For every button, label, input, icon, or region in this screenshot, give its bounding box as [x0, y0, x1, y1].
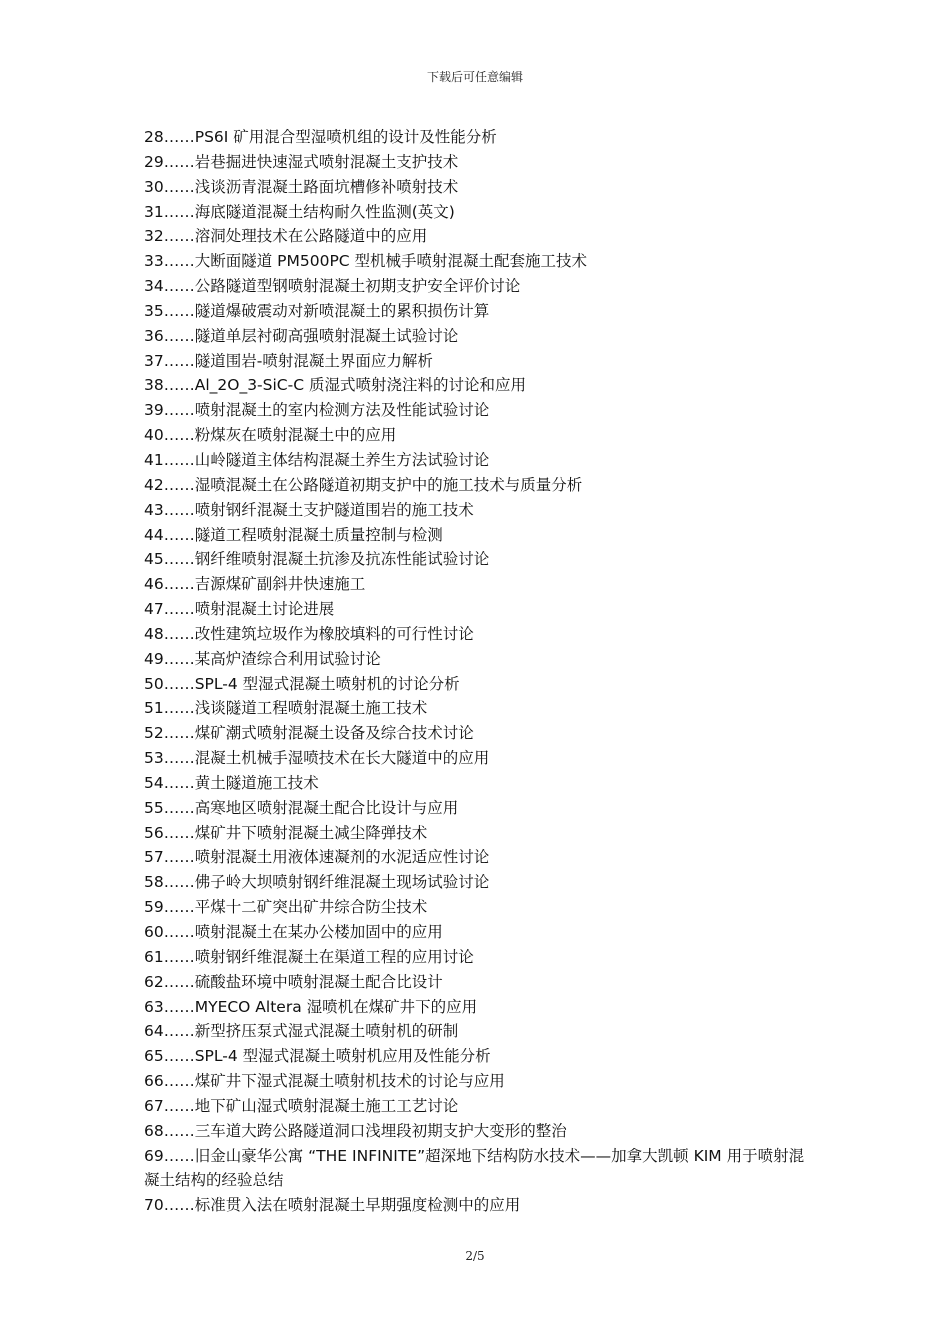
list-item: 45……钢纤维喷射混凝土抗渗及抗冻性能试验讨论: [144, 550, 490, 569]
list-item: 57……喷射混凝土用液体速凝剂的水泥适应性讨论: [144, 848, 490, 867]
list-item: 37……隧道围岩-喷射混凝土界面应力解析: [144, 351, 433, 370]
list-item: 61……喷射钢纤维混凝土在渠道工程的应用讨论: [144, 947, 474, 966]
list-item: 33……大断面隧道 PM500PC 型机械手喷射混凝土配套施工技术: [144, 252, 588, 271]
list-item: 56……煤矿井下喷射混凝土减尘降弹技术: [144, 823, 428, 842]
list-item: 39……喷射混凝土的室内检测方法及性能试验讨论: [144, 401, 490, 420]
list-item: 32……溶洞处理技术在公路隧道中的应用: [144, 227, 428, 246]
reference-list: [144, 125, 814, 1218]
list-item: 53……混凝土机械手湿喷技术在长大隧道中的应用: [144, 749, 490, 768]
list-item: 63……MYECO Altera 湿喷机在煤矿井下的应用: [144, 997, 478, 1016]
list-item: 59……平煤十二矿突出矿井综合防尘技术: [144, 898, 428, 917]
list-item: 67……地下矿山湿式喷射混凝土施工工艺讨论: [144, 1096, 459, 1115]
list-item: 36……隧道单层衬砌高强喷射混凝土试验讨论: [144, 326, 459, 345]
list-item: 40……粉煤灰在喷射混凝土中的应用: [144, 426, 397, 445]
list-item: 30……浅谈沥青混凝土路面坑槽修补喷射技术: [144, 177, 459, 196]
list-item: 58……佛子岭大坝喷射钢纤维混凝土现场试验讨论: [144, 873, 490, 892]
list-item: 28……PS6I 矿用混合型湿喷机组的设计及性能分析: [144, 128, 497, 146]
list-item: 60……喷射混凝土在某办公楼加固中的应用: [144, 923, 443, 941]
list-item: 62……硫酸盐环境中喷射混凝土配合比设计: [144, 972, 443, 991]
list-item: 55……高寒地区喷射混凝土配合比设计与应用: [144, 798, 459, 817]
list-item: 64……新型挤压泵式湿式混凝土喷射机的研制: [144, 1022, 459, 1041]
list-item: 42……湿喷混凝土在公路隧道初期支护中的施工技术与质量分析: [144, 475, 583, 494]
list-item: 29……岩巷掘进快速湿式喷射混凝土支护技术: [144, 152, 459, 171]
list-item: 70……标准贯入法在喷射混凝土早期强度检测中的应用: [144, 1196, 521, 1215]
list-item: 47……喷射混凝土讨论进展: [144, 600, 335, 619]
list-item: 46……吉源煤矿副斜井快速施工: [144, 575, 366, 594]
list-item: 34……公路隧道型钢喷射混凝土初期支护安全评价讨论: [144, 277, 521, 296]
list-item: 38……Al_2O_3-SiC-C 质湿式喷射浇注料的讨论和应用: [144, 376, 526, 395]
list-item: 68……三车道大跨公路隧道洞口浅埋段初期支护大变形的整治: [144, 1121, 567, 1140]
list-item: 35……隧道爆破震动对新喷混凝土的累积损伤计算: [144, 301, 490, 320]
list-item: 41……山岭隧道主体结构混凝土养生方法试验讨论: [144, 450, 490, 469]
list-item: 66……煤矿井下湿式混凝土喷射机技术的讨论与应用: [144, 1072, 505, 1091]
list-item: 43……喷射钢纤混凝土支护隧道围岩的施工技术: [144, 500, 474, 519]
list-item: 50……SPL-4 型湿式混凝土喷射机的讨论分析: [144, 674, 460, 693]
list-item: 44……隧道工程喷射混凝土质量控制与检测: [144, 525, 443, 544]
page-header: 下载后可任意编辑: [426, 70, 523, 84]
list-item: 54……黄土隧道施工技术: [144, 773, 319, 792]
list-item: 31……海底隧道混凝土结构耐久性监测(英文): [144, 202, 455, 221]
list-item: 51……浅谈隧道工程喷射混凝土施工技术: [144, 699, 428, 718]
list-item: 49……某高炉渣综合利用试验讨论: [144, 649, 381, 668]
list-item: 52……煤矿潮式喷射混凝土设备及综合技术讨论: [144, 724, 474, 743]
page-number: 2/5: [465, 1249, 485, 1263]
list-item: 69……旧金山豪华公寓 “THE INFINITE”超深地下结构防水技术——加拿大凯顿 KIM 用于喷射混凝土结构的经验总结: [144, 1146, 805, 1190]
list-item: 48……改性建筑垃圾作为橡胶填料的可行性讨论: [144, 624, 474, 643]
list-item: 65……SPL-4 型湿式混凝土喷射机应用及性能分析: [144, 1047, 491, 1066]
